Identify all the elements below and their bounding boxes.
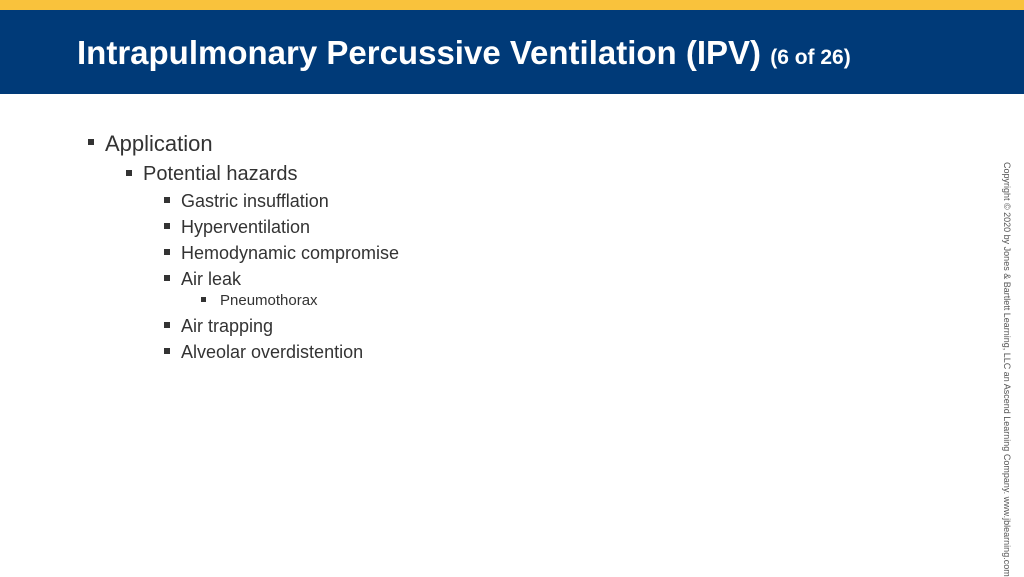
bullet-pneumothorax [220, 293, 318, 308]
bullet-air-trapping [181, 317, 273, 335]
bullet-hemodynamic-compromise [181, 244, 399, 262]
bullet-text: Alveolar overdistention [181, 342, 364, 362]
bullet-text: Pneumothorax [220, 292, 318, 309]
slide-title [77, 33, 851, 78]
bullet-application [105, 133, 213, 155]
square-bullet-icon [164, 223, 170, 229]
bullet-text: Air leak [181, 269, 242, 289]
square-bullet-icon [164, 275, 170, 281]
bullet-alveolar-overdistention [181, 343, 363, 361]
bullet-text: Air trapping [181, 316, 274, 336]
bullet-gastric-insufflation [181, 192, 329, 210]
square-bullet-icon [88, 139, 94, 145]
bullet-text: Hemodynamic compromise [181, 243, 400, 263]
slide-counter: (6 of 26) [770, 46, 851, 69]
bullet-hyperventilation [181, 218, 310, 236]
square-bullet-icon [164, 197, 170, 203]
copyright-notice: Copyright © 2020 by Jones & Bartlett Learning, LLC an Ascend Learning Company. www.jblearning.com [1002, 162, 1012, 577]
slide-title-text: Intrapulmonary Percussive Ventilation (IPV) [77, 34, 762, 71]
square-bullet-icon [164, 348, 170, 354]
bullet-text: Gastric insufflation [181, 191, 329, 211]
accent-bar [0, 0, 1024, 10]
bullet-air-leak [181, 270, 241, 288]
square-bullet-icon [164, 249, 170, 255]
square-bullet-icon [126, 170, 132, 176]
bullet-text: Potential hazards [143, 163, 298, 185]
bullet-text: Hyperventilation [181, 217, 311, 237]
square-bullet-icon [164, 322, 170, 328]
bullet-text: Application [105, 131, 213, 156]
square-bullet-icon [201, 297, 206, 302]
bullet-potential-hazards [143, 164, 298, 184]
